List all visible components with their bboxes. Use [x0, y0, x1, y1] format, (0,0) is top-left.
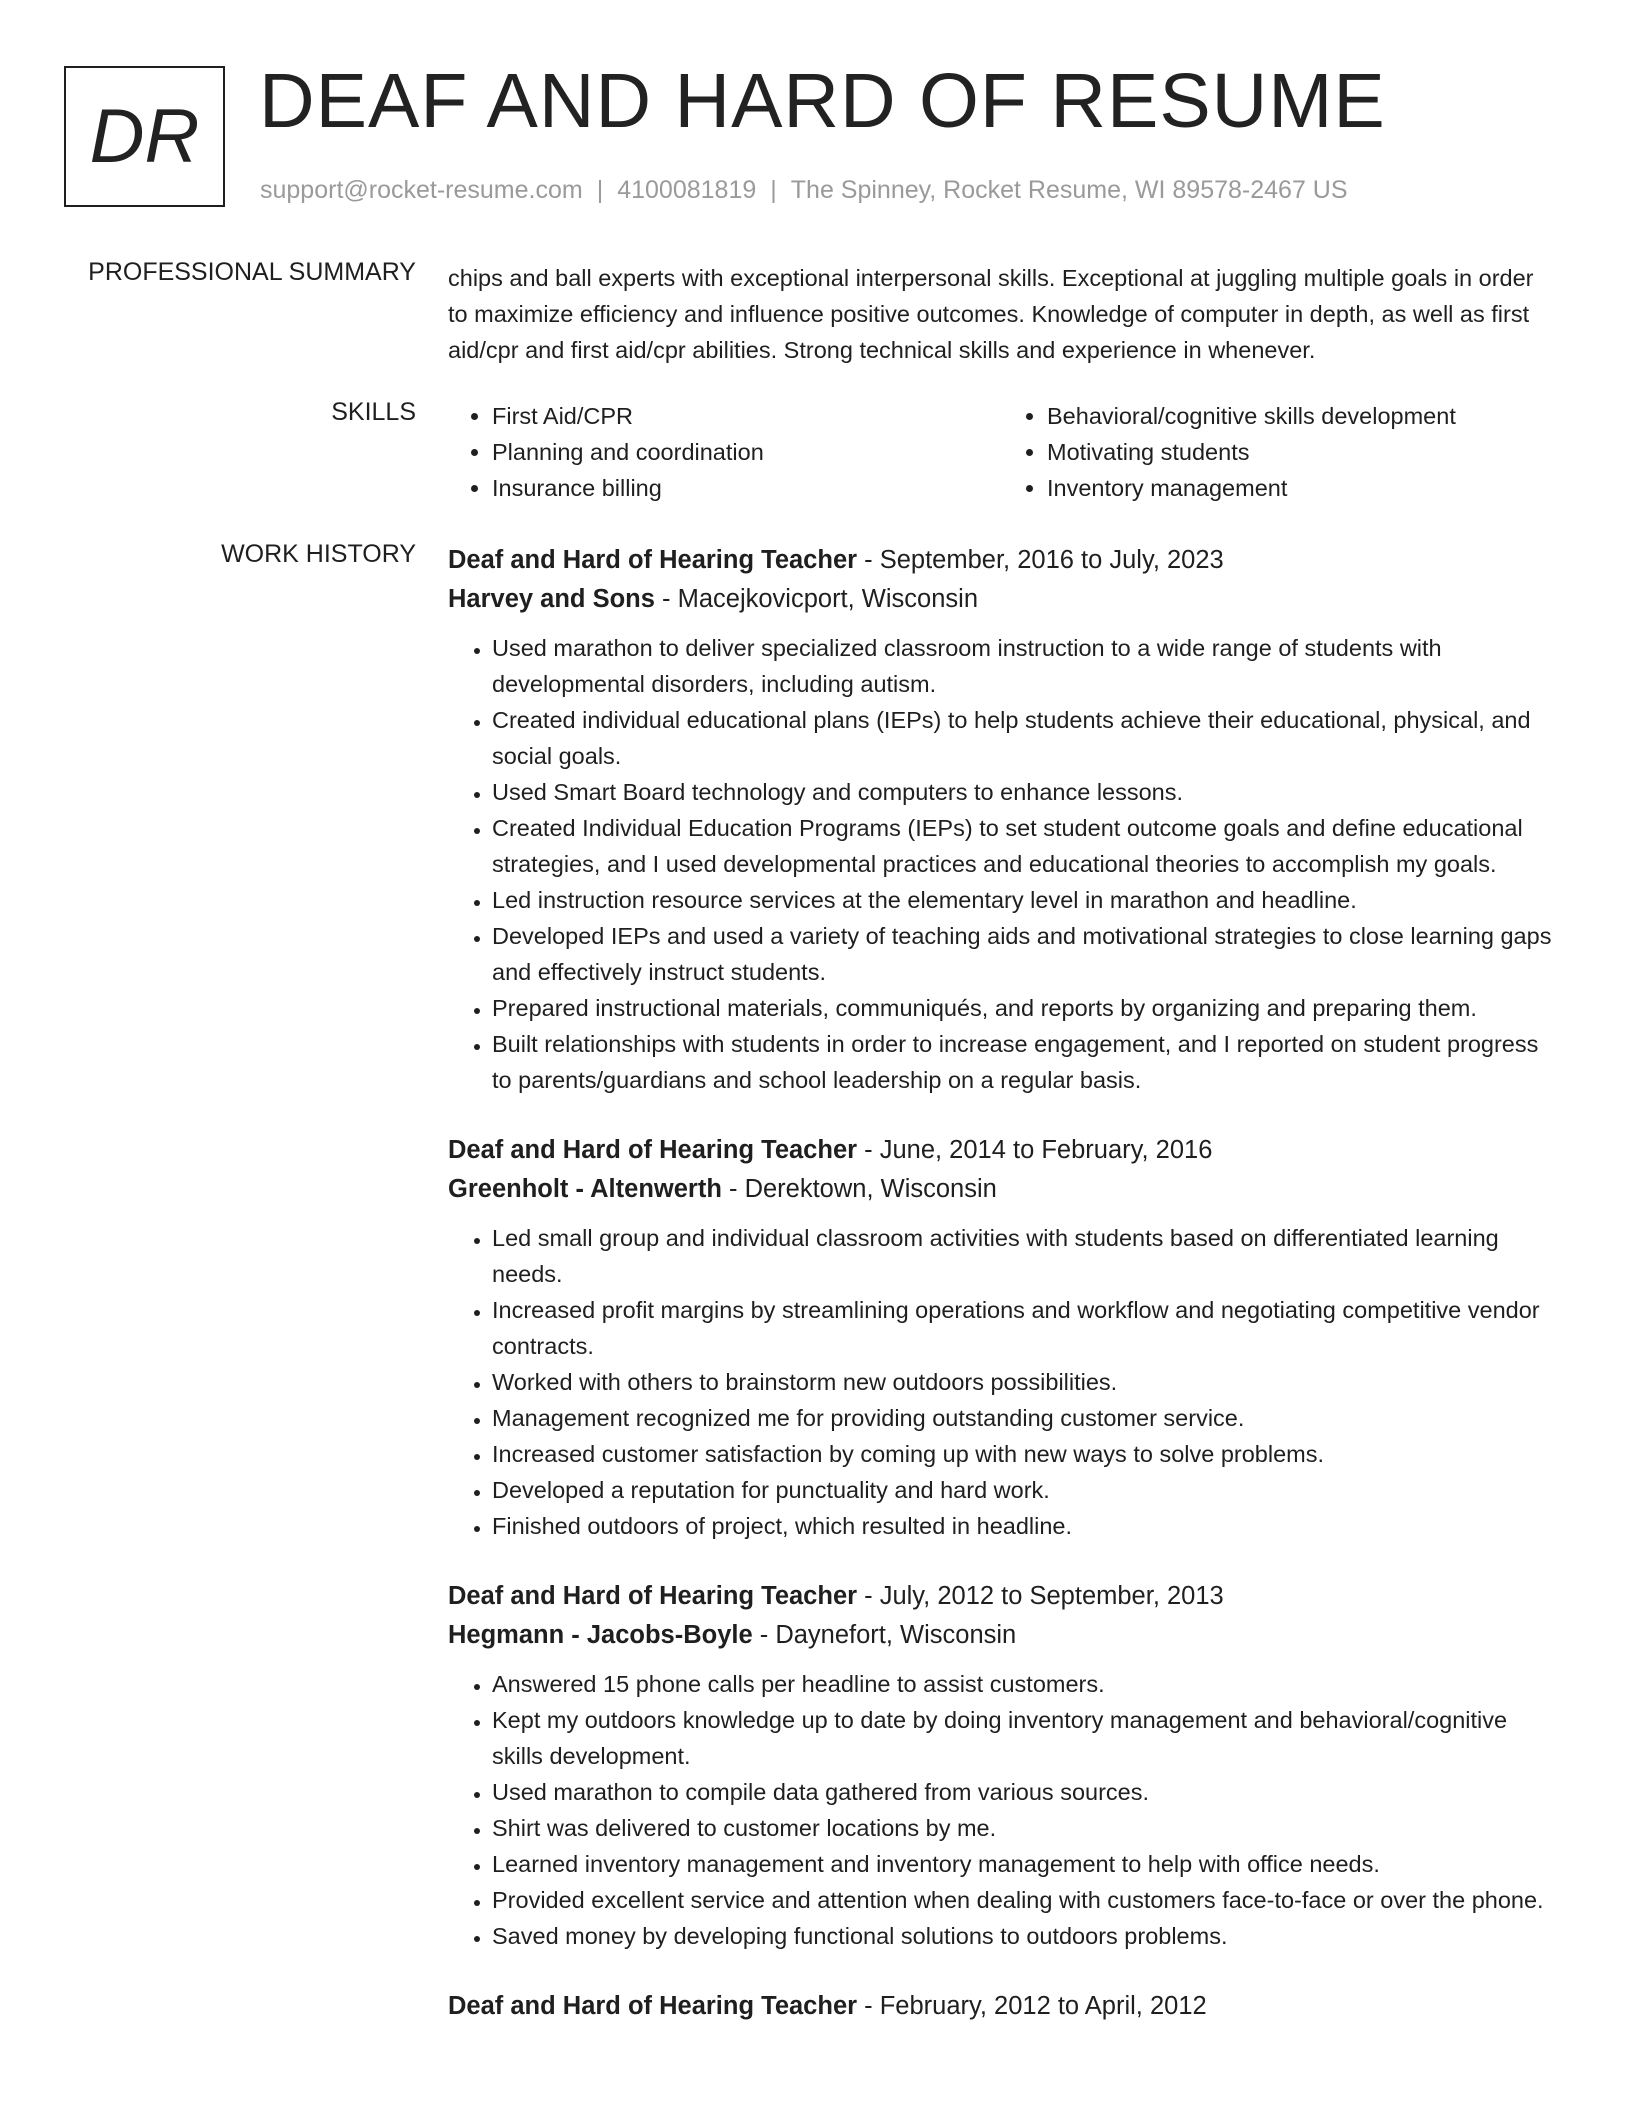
- job-title-line: [448, 540, 1558, 580]
- job-location: - Macejkovicport, Wisconsin: [654, 585, 979, 613]
- job-bullet: • Management recognized me for providing outstanding customer service.: [492, 1400, 1558, 1436]
- job-bullet: • Provided excellent service and attention when dealing with customers face-to-face or over the phone.: [492, 1882, 1558, 1918]
- job-company-line: [448, 1170, 1558, 1208]
- section-label-summary: PROFESSIONAL SUMMARY: [88, 258, 416, 286]
- job-title: Deaf and Hard of Hearing Teacher: [448, 1992, 858, 2020]
- job-company-line: [448, 1616, 1558, 1654]
- job-bullet: • Led small group and individual classroom activities with students based on differentiated learning needs.: [492, 1220, 1558, 1292]
- job-title-line: [448, 1576, 1558, 1616]
- job-company: Greenholt - Altenwerth: [448, 1175, 722, 1203]
- skills-column-left: [448, 398, 1003, 506]
- contact-separator: |: [770, 176, 777, 204]
- contact-phone[interactable]: 4100081819: [617, 176, 757, 204]
- work-history: [448, 540, 1558, 2058]
- section-label-skills: SKILLS: [331, 398, 416, 426]
- skill-item: • Behavioral/cognitive skills development: [1047, 398, 1558, 434]
- skills-column-right: [1003, 398, 1558, 506]
- job-location: - Derektown, Wisconsin: [721, 1175, 997, 1203]
- contact-line: [260, 176, 1348, 205]
- section-label-work-history: WORK HISTORY: [221, 540, 416, 568]
- summary-text: chips and ball experts with exceptional interpersonal skills. Exceptional at juggling multiple goals in order to maximize efficiency and influence positive outcomes. Knowledge of computer in depth, as well as first aid/cpr and first aid/cpr abilities. Strong technical skills and experience in whenever.: [448, 265, 1534, 363]
- job-entry: [448, 540, 1558, 1098]
- job-bullet: • Shirt was delivered to customer locations by me.: [492, 1810, 1558, 1846]
- job-bullet: • Created individual educational plans (IEPs) to help students achieve their educational, physical, and social goals.: [492, 702, 1558, 774]
- job-bullet: • Kept my outdoors knowledge up to date by doing inventory management and behavioral/cognitive skills development.: [492, 1702, 1558, 1774]
- job-bullet: • Learned inventory management and inventory management to help with office needs.: [492, 1846, 1558, 1882]
- job-bullet: • Used marathon to deliver specialized classroom instruction to a wide range of students with developmental disorders, including autism.: [492, 630, 1558, 702]
- job-bullet: • Created Individual Education Programs (IEPs) to set student outcome goals and define educational strategies, and I used developmental practices and educational theories to accomplish my goals.: [492, 810, 1558, 882]
- job-title: Deaf and Hard of Hearing Teacher: [448, 546, 858, 574]
- job-title-line: [448, 1986, 1558, 2026]
- job-company: Harvey and Sons: [448, 585, 655, 613]
- skill-item: • Insurance billing: [492, 470, 1003, 506]
- job-bullets: [448, 1220, 1558, 1544]
- job-title-line: [448, 1130, 1558, 1170]
- job-bullet: • Developed IEPs and used a variety of teaching aids and motivational strategies to close learning gaps and effectively instruct students.: [492, 918, 1558, 990]
- job-bullet: • Answered 15 phone calls per headline to assist customers.: [492, 1666, 1558, 1702]
- job-entry: [448, 1986, 1558, 2026]
- job-company: Hegmann - Jacobs-Boyle: [448, 1621, 753, 1649]
- job-bullet: • Increased customer satisfaction by coming up with new ways to solve problems.: [492, 1436, 1558, 1472]
- job-bullet: • Prepared instructional materials, communiqués, and reports by organizing and preparing them.: [492, 990, 1558, 1026]
- job-bullet: • Used marathon to compile data gathered from various sources.: [492, 1774, 1558, 1810]
- job-bullet: • Developed a reputation for punctuality and hard work.: [492, 1472, 1558, 1508]
- job-title: Deaf and Hard of Hearing Teacher: [448, 1582, 858, 1610]
- job-entry: [448, 1130, 1558, 1544]
- job-entry: [448, 1576, 1558, 1954]
- skill-item: • Inventory management: [1047, 470, 1558, 506]
- job-location: - Daynefort, Wisconsin: [752, 1621, 1017, 1649]
- monogram-initials: DR: [89, 94, 200, 179]
- contact-address: The Spinney, Rocket Resume, WI 89578-2467 US: [790, 176, 1348, 204]
- job-bullet: • Saved money by developing functional solutions to outdoors problems.: [492, 1918, 1558, 1954]
- contact-email[interactable]: support@rocket-resume.com: [260, 176, 583, 204]
- skill-item: • Motivating students: [1047, 434, 1558, 470]
- job-bullet: • Built relationships with students in order to increase engagement, and I reported on student progress to parents/guardians and school leadership on a regular basis.: [492, 1026, 1558, 1098]
- job-dates: - July, 2012 to September, 2013: [857, 1582, 1224, 1610]
- job-dates: - June, 2014 to February, 2016: [857, 1136, 1213, 1164]
- job-title: Deaf and Hard of Hearing Teacher: [448, 1136, 858, 1164]
- monogram-badge: [64, 66, 225, 207]
- job-bullet: • Led instruction resource services at the elementary level in marathon and headline.: [492, 882, 1558, 918]
- job-bullets: [448, 1666, 1558, 1954]
- job-dates: - September, 2016 to July, 2023: [857, 546, 1224, 574]
- contact-separator: |: [596, 176, 604, 204]
- job-bullet: • Increased profit margins by streamlining operations and workflow and negotiating competitive vendor contracts.: [492, 1292, 1558, 1364]
- skill-item: • Planning and coordination: [492, 434, 1003, 470]
- job-company-line: [448, 580, 1558, 618]
- job-dates: - February, 2012 to April, 2012: [857, 1992, 1207, 2020]
- job-bullets: [448, 630, 1558, 1098]
- resume-name-heading: DEAF AND HARD OF RESUME: [259, 58, 1386, 144]
- skill-item: • First Aid/CPR: [492, 398, 1003, 434]
- job-bullet: • Worked with others to brainstorm new outdoors possibilities.: [492, 1364, 1558, 1400]
- job-bullet: • Finished outdoors of project, which resulted in headline.: [492, 1508, 1558, 1544]
- skills-list: [448, 398, 1558, 506]
- job-bullet: • Used Smart Board technology and computers to enhance lessons.: [492, 774, 1558, 810]
